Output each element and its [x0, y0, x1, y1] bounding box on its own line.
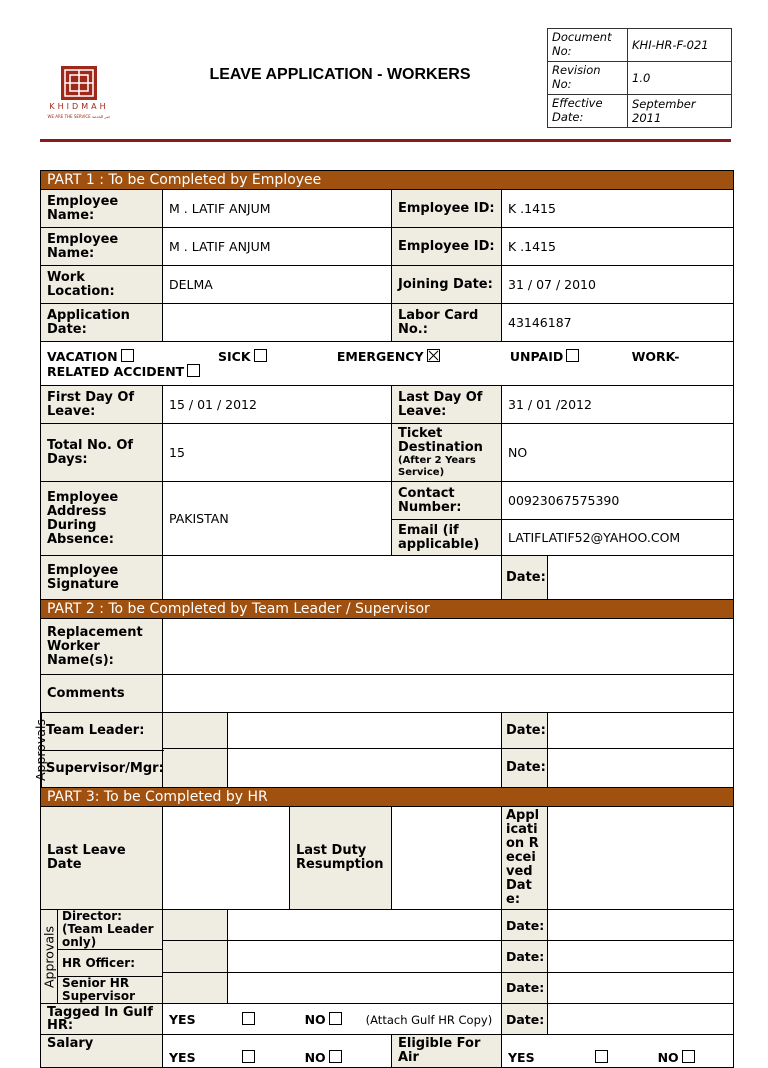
- director-date-field[interactable]: [548, 910, 734, 941]
- last-leave-label: Last Leave Date: [41, 807, 163, 910]
- hr-officer-label: HR Officer:: [58, 950, 162, 977]
- salary-no-checkbox[interactable]: [329, 1050, 342, 1063]
- salary-yes-checkbox[interactable]: [242, 1050, 255, 1063]
- app-received-label: Application Received Date:: [502, 807, 548, 910]
- team-leader-field[interactable]: [228, 713, 502, 749]
- sick-option: SICK: [218, 349, 267, 364]
- first-day-field[interactable]: 15 / 01 / 2012: [163, 386, 392, 424]
- page-title: LEAVE APPLICATION - WORKERS: [209, 66, 471, 83]
- leave-type-row: [41, 342, 734, 386]
- application-date-label: Application Date:: [41, 304, 163, 342]
- part1-heading: PART 1 : To be Completed by Employee: [41, 171, 734, 190]
- comments-field[interactable]: [163, 675, 734, 713]
- attach-note: (Attach Gulf HR Copy): [365, 1012, 493, 1027]
- emergency-checkbox[interactable]: [427, 349, 440, 362]
- replacement-field[interactable]: [163, 619, 734, 675]
- salary-yes-label: YES: [169, 1050, 196, 1065]
- employee-name-label: Employee Name:: [41, 190, 163, 228]
- effective-date-value: September 2011: [628, 95, 732, 128]
- eligible-options: [502, 1035, 734, 1068]
- vacation-checkbox[interactable]: [121, 349, 134, 362]
- supervisor-date-label: Date:: [502, 749, 548, 788]
- supervisor-label-ext: [163, 749, 228, 788]
- employee-id-field[interactable]: K .1415: [502, 190, 734, 228]
- document-info-table: [547, 28, 732, 128]
- part2-approvals-block: [33, 713, 164, 788]
- emergency-option: EMERGENCY: [337, 349, 440, 364]
- total-days-field[interactable]: 15: [163, 424, 392, 482]
- revision-value: 1.0: [628, 62, 732, 95]
- last-day-field[interactable]: 31 / 01 /2012: [502, 386, 734, 424]
- total-days-label: Total No. Of Days:: [41, 424, 163, 482]
- tagged-options: [163, 1004, 502, 1035]
- header-divider: [40, 139, 731, 142]
- senior-hr-date-label: Date:: [502, 972, 548, 1003]
- director-date-label: Date:: [502, 910, 548, 941]
- doc-no-value: KHI-HR-F-021: [628, 29, 732, 62]
- signature-date-label: Date:: [502, 556, 548, 600]
- team-leader-date-label: Date:: [502, 713, 548, 749]
- ticket-field[interactable]: NO: [502, 424, 734, 482]
- tagged-date-label: Date:: [502, 1004, 548, 1035]
- salary-label: Salary: [41, 1035, 163, 1068]
- last-duty-field[interactable]: [392, 807, 502, 910]
- leave-form: [33, 170, 733, 1068]
- work-related-checkbox[interactable]: [187, 364, 200, 377]
- eligible-label: Eligible For Air: [392, 1035, 502, 1068]
- last-day-label: Last Day Of Leave:: [392, 386, 502, 424]
- unpaid-option: UNPAID: [510, 349, 579, 364]
- first-day-label: First Day Of Leave:: [41, 386, 163, 424]
- supervisor-label: Supervisor/Mgr:: [46, 760, 164, 776]
- application-date-field[interactable]: [163, 304, 392, 342]
- ticket-label-cell: [392, 424, 502, 482]
- team-leader-label-ext: [163, 713, 228, 749]
- tagged-yes-label: YES: [169, 1011, 196, 1027]
- last-duty-label: Last Duty Resumption: [290, 807, 392, 910]
- contact-label: Contact Number:: [392, 482, 502, 520]
- revision-label: Revision No:: [548, 62, 628, 95]
- email-label: Email (if applicable): [392, 520, 502, 556]
- ticket-note: (After 2 Years Service): [398, 454, 476, 478]
- eligible-yes-checkbox[interactable]: [595, 1050, 608, 1063]
- signature-label: Employee Signature: [41, 556, 163, 600]
- labor-card-label: Labor Card No.:: [392, 304, 502, 342]
- salary-options: [163, 1035, 392, 1068]
- logo-text: KHIDMAH: [49, 102, 109, 111]
- logo-tagline: WE ARE THE SERVICE خير الخدمة: [47, 114, 111, 119]
- replacement-label: Replacement Worker Name(s):: [41, 619, 163, 675]
- comments-label: Comments: [41, 675, 163, 713]
- part2-approvals-label: Approvals: [41, 713, 42, 787]
- senior-hr-label: Senior HR Supervisor: [62, 976, 136, 1003]
- supervisor-date-field[interactable]: [548, 749, 734, 788]
- director-label: Director: (Team Leader only): [58, 910, 162, 950]
- tagged-yes-checkbox[interactable]: [242, 1012, 255, 1025]
- eligible-no-checkbox[interactable]: [682, 1050, 695, 1063]
- ticket-label: Ticket Destination: [398, 425, 483, 455]
- part2-heading: PART 2 : To be Completed by Team Leader / Supervisor: [41, 600, 734, 619]
- employee-id-label-2: Employee ID:: [392, 228, 502, 266]
- employee-name-field-2[interactable]: M . LATIF ANJUM: [163, 228, 392, 266]
- doc-no-label: Document No:: [548, 29, 628, 62]
- last-leave-field[interactable]: [163, 807, 290, 910]
- part3-heading: PART 3: To be Completed by HR: [41, 788, 734, 807]
- part3-approvals-block: [41, 910, 163, 1004]
- vacation-option: VACATION: [47, 349, 134, 364]
- tagged-date-field[interactable]: [548, 1004, 734, 1035]
- supervisor-field[interactable]: [228, 749, 502, 788]
- senior-hr-label-ext: [163, 972, 228, 1003]
- tagged-no-checkbox[interactable]: [329, 1012, 342, 1025]
- work-related-option: WORK-RELATED ACCIDENT: [47, 348, 680, 379]
- director-field[interactable]: [228, 910, 502, 941]
- employee-id-field-2[interactable]: K .1415: [502, 228, 734, 266]
- sick-checkbox[interactable]: [254, 349, 267, 362]
- app-received-field[interactable]: [548, 807, 734, 910]
- effective-date-label: Effective Date:: [548, 95, 628, 128]
- team-leader-date-field[interactable]: [548, 713, 734, 749]
- team-leader-label: Team Leader:: [42, 713, 164, 751]
- director-label-ext: [163, 910, 228, 941]
- khidmah-logo: [44, 64, 114, 124]
- eligible-yes-label: YES: [508, 1050, 535, 1065]
- hr-officer-field[interactable]: [228, 941, 502, 972]
- eligible-no-label: NO: [657, 1050, 679, 1065]
- labor-card-field[interactable]: 43146187: [502, 304, 734, 342]
- senior-hr-date-field[interactable]: [548, 972, 734, 1003]
- signature-date-field[interactable]: [548, 556, 734, 600]
- hr-officer-date-label: Date:: [502, 941, 548, 972]
- work-location-label: Work Location:: [41, 266, 163, 304]
- tagged-no-label: NO: [304, 1011, 326, 1027]
- work-location-field[interactable]: DELMA: [163, 266, 392, 304]
- tagged-label: Tagged In Gulf HR:: [41, 1004, 163, 1035]
- hr-officer-label-ext: [163, 941, 228, 972]
- unpaid-checkbox[interactable]: [566, 349, 579, 362]
- contact-field[interactable]: 00923067575390: [502, 482, 734, 520]
- employee-name-field[interactable]: M . LATIF ANJUM: [163, 190, 392, 228]
- joining-date-label: Joining Date:: [392, 266, 502, 304]
- hr-officer-date-field[interactable]: [548, 941, 734, 972]
- salary-no-label: NO: [304, 1050, 326, 1065]
- employee-name-label-2: Employee Name:: [41, 228, 163, 266]
- email-field[interactable]: LATIFLATIF52@YAHOO.COM: [502, 520, 734, 556]
- joining-date-field[interactable]: 31 / 07 / 2010: [502, 266, 734, 304]
- address-label: Employee Address During Absence:: [41, 482, 163, 556]
- senior-hr-field[interactable]: [228, 972, 502, 1003]
- signature-field[interactable]: [163, 556, 502, 600]
- address-field[interactable]: PAKISTAN: [163, 482, 392, 556]
- employee-id-label: Employee ID:: [392, 190, 502, 228]
- part3-approvals-label: Approvals: [41, 910, 58, 1003]
